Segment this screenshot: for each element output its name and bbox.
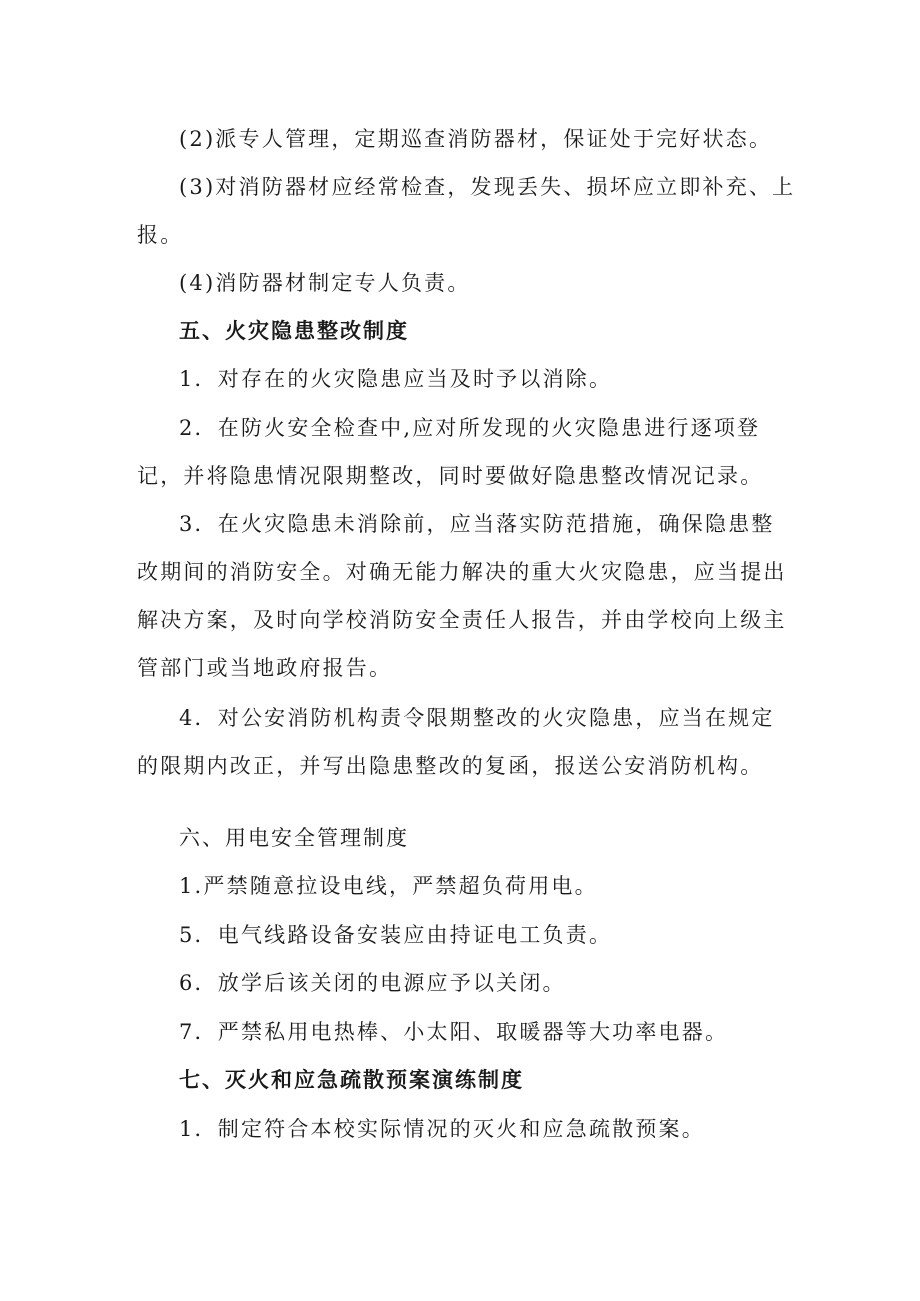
paragraph-hazard-3: 3．在火灾隐患未消除前，应当落实防范措施，确保隐患整改期间的消防安全。对确无能力解决的重大火灾隐患，应当提出解决方案，及时向学校消防安全责任人报告，并由学校向上级主管部门或当地政府报告。 [137, 512, 787, 680]
paragraph-electric-6: 6．放学后该关闭的电源应予以关闭。 [179, 971, 566, 995]
paragraph-fire-equipment-4: (4)消防器材制定专人负责。 [179, 271, 471, 295]
paragraph-electric-7: 7．严禁私用电热棒、小太阳、取暖器等大功率电器。 [179, 1020, 729, 1044]
section-heading-5: 五、火灾隐患整改制度 [179, 319, 409, 343]
paragraph-drill-1: 1．制定符合本校实际情况的灭火和应急疏散预案。 [179, 1117, 705, 1141]
paragraph-fire-equipment-2: (2)派专人管理，定期巡查消防器材，保证处于完好状态。 [179, 127, 773, 151]
paragraph-fire-equipment-3: (3)对消防器材应经常检查，发现丢失、损坏应立即补充、上报。 [137, 175, 796, 247]
paragraph-hazard-1: 1．对存在的火灾隐患应当及时予以消除。 [179, 367, 613, 391]
paragraph-hazard-2: 2．在防火安全检查中,应对所发现的火灾隐患进行逐项登记，并将隐患情况限期整改，同时要做好隐患整改情况记录。 [137, 416, 764, 488]
paragraph-electric-5: 5．电气线路设备安装应由持证电工负责。 [179, 923, 613, 947]
section-heading-6: 六、用电安全管理制度 [179, 826, 409, 850]
section-heading-7: 七、灭火和应急疏散预案演练制度 [179, 1068, 524, 1092]
paragraph-electric-1: 1.严禁随意拉设电线，严禁超负荷用电。 [179, 874, 598, 898]
paragraph-hazard-4: 4．对公安消防机构责令限期整改的火灾隐患，应当在规定的限期内改正，并写出隐患整改的复函，报送公安消防机构。 [137, 706, 775, 778]
